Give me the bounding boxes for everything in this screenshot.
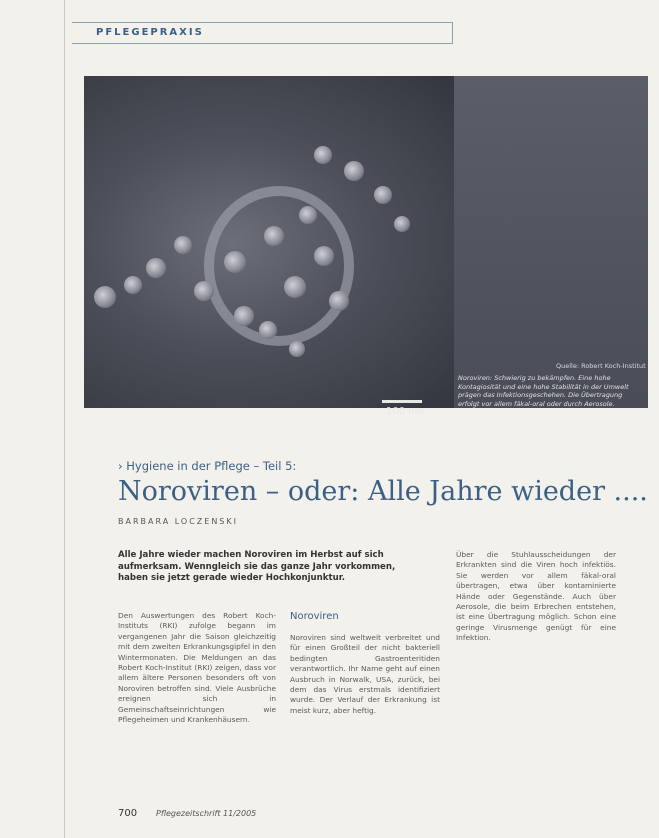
article-author: BARBARA LOCZENSKI [118,517,238,526]
column-heading: Noroviren [290,611,339,622]
figure-caption: Noroviren: Schwierig zu bekämpfen. Eine hohe Kontagiosität und eine hohe Stabilität in der Umwelt prägen das Infektionsgeschehen. Die Übertragung erfolgt vor allem fäkal-oral oder durch Aerosole. [458,374,629,408]
virus-particle [314,246,334,266]
virus-particle [224,251,246,273]
image-side-panel [454,76,648,408]
journal-name: Pflegezeitschrift 11/2005 [156,809,257,818]
scale-bar [382,400,422,403]
virus-particle [374,186,392,204]
article-title: Noroviren – oder: Alle Jahre wieder .... [118,476,648,507]
virus-particle [94,286,116,308]
virus-particle [289,341,305,357]
page-number: 700 [118,808,138,819]
body-column-3: Über die Stuhlausscheidungen der Erkrankten sind die Viren hoch infektiös. Sie werden vor allem fäkal-oral übertragen, etwa über kontaminierte Hände oder Gegenstände. Auch über Aerosole, die beim Erbrechen entstehen, ist eine Übertragung möglich. Schon eine geringe Virusmenge genügt für eine Infektion. [456,550,616,643]
body-column-2: Noroviren sind weltweit verbreitet und für einen Großteil der nicht bakteriell bedingten Gastroenteritiden verantwortlich. Ihr Name geht auf einen Ausbruch in Norwalk, USA, zurück, bei dem das Virus erstmals identifiziert wurde. Der Verlauf der Erkrankung ist meist kurz, aber heftig. [290,633,440,715]
virus-particle [284,276,306,298]
virus-particle [299,206,317,224]
article-lead: Alle Jahre wieder machen Noroviren im Herbst auf sich aufmerksam. Wenngleich sie das ganze Jahr vorkommen, haben sie jetzt gerade wieder Hochkonjunktur. [118,550,396,583]
virus-particle [394,216,410,232]
section-header [72,22,453,44]
virus-particle [146,258,166,278]
body-column-1: Den Auswertungen des Robert Koch-Instituts (RKI) zufolge begann im vergangenen Jahr die Saison gleichzeitig mit dem zweiten Erkrankungsgipfel in den Wintermonaten. Die Meldungen an das Robert Koch-Institut (RKI) zeigen, dass vor allem ältere Personen besonders oft von Noroviren betroffen sind. Viele Ausbrüche ereignen sich in Gemeinschaftseinrichtungen wie Pflegeheimen und Krankenhäusern. [118,611,276,725]
scale-bar-label: 100 nm [386,406,425,417]
virus-particle [234,306,254,326]
section-label: PFLEGEPRAXIS [96,27,204,38]
virus-particle [174,236,192,254]
micrograph-image [84,76,454,417]
virus-particle [194,281,214,301]
virus-particle [264,226,284,246]
virus-particle [344,161,364,181]
figure-credit: Quelle: Robert Koch-Institut [556,362,646,370]
virus-particle [329,291,349,311]
article-overline: › Hygiene in der Pflege – Teil 5: [118,459,297,473]
virus-particle [259,321,277,339]
virus-particle [124,276,142,294]
virus-particle [314,146,332,164]
page-edge [64,0,65,838]
